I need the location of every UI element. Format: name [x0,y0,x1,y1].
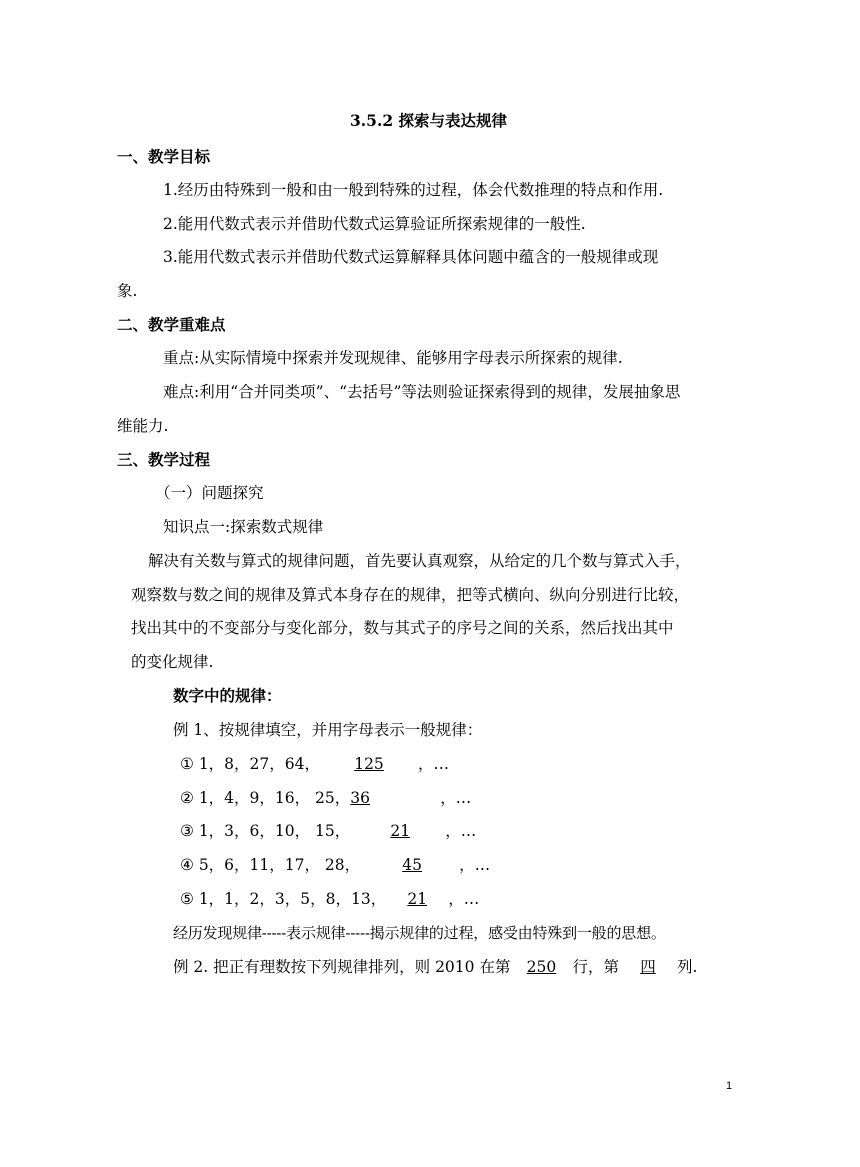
row-answer-blank: 125 [354,755,384,773]
paragraph-line4: 的变化规律. [131,653,214,671]
knowledge-point-heading: 知识点一:探索数式规律 [163,518,324,536]
example-1-row [180,820,476,842]
example-1-row [180,753,449,775]
example-2-end: 列. [676,958,698,976]
paragraph-line1: 解决有关数与算式的规律问题，首先要认真观察，从给定的几个数与算式入手， [148,552,691,570]
paragraph-line3: 找出其中的不变部分与变化部分，数与其式子的序号之间的关系，然后找出其中 [131,619,674,637]
section-heading-key-points: 二、教学重难点 [117,315,226,334]
paragraph-line2: 观察数与数之间的规律及算式本身存在的规律，把等式横向、纵向分别进行比较， [131,586,690,604]
example-1-prompt: 例 1、按规律填空，并用字母表示一般规律： [173,721,483,739]
row-answer-blank: 21 [390,822,411,840]
row-ellipsis: ，… [440,789,472,807]
row-sequence: ⑤ 1，1，2，3，5，8，13， [180,890,387,908]
row-ellipsis: ，… [445,822,477,840]
objective-3-line2: 象. [117,282,138,300]
row-sequence: ① 1，8，27，64， [180,755,320,773]
key-focus: 重点:从实际情境中探索并发现规律、能够用字母表示所探索的规律. [163,349,623,367]
row-answer-blank: 36 [350,789,371,807]
row-ellipsis: ，… [418,755,450,773]
row-sequence: ② 1，4，9，16， 25， [180,789,351,807]
row-sequence: ④ 5，6，11，17， 28， [180,856,366,874]
number-rules-heading: 数字中的规律： [173,686,282,705]
subsection-heading: （一）问题探究 [155,484,264,502]
example-1-row [180,888,479,910]
objective-3-line1: 3.能用代数式表示并借助代数式运算解释具体问题中蕴含的一般规律或现 [163,248,659,266]
example-2-row-blank: 250 [526,958,557,976]
example-2-mid: 行，第 [572,958,619,976]
key-difficulty-line1: 难点:利用“合并同类项”、“去括号”等法则验证探索得到的规律，发展抽象思 [163,383,681,401]
example-2-prompt: 例 2. 把正有理数按下列规律排列，则 2010 在第 [173,958,511,976]
row-answer-blank: 21 [407,890,428,908]
row-ellipsis: ，… [448,890,480,908]
document-title: 3.5.2 探索与表达规律 [350,111,508,130]
row-answer-blank: 45 [402,856,422,874]
example-2-col-blank: 四 [640,958,656,976]
row-sequence: ③ 1，3，6，10， 15， [180,822,356,840]
example-2-line [173,956,697,978]
summary-line: 经历发现规律-----表示规律-----揭示规律的过程，感受由特殊到一般的思想。 [173,924,666,942]
section-heading-objectives: 一、教学目标 [117,147,211,166]
section-heading-process: 三、教学过程 [117,450,211,469]
example-1-row [180,854,490,876]
key-difficulty-line2: 维能力. [117,417,169,435]
example-1-row [180,787,471,809]
objective-1: 1.经历由特殊到一般和由一般到特殊的过程，体会代数推理的特点和作用. [163,181,664,199]
page-number: 1 [726,1080,733,1092]
objective-2: 2.能用代数式表示并借助代数式运算验证所探索规律的一般性. [163,215,586,233]
row-ellipsis: ，… [459,856,491,874]
